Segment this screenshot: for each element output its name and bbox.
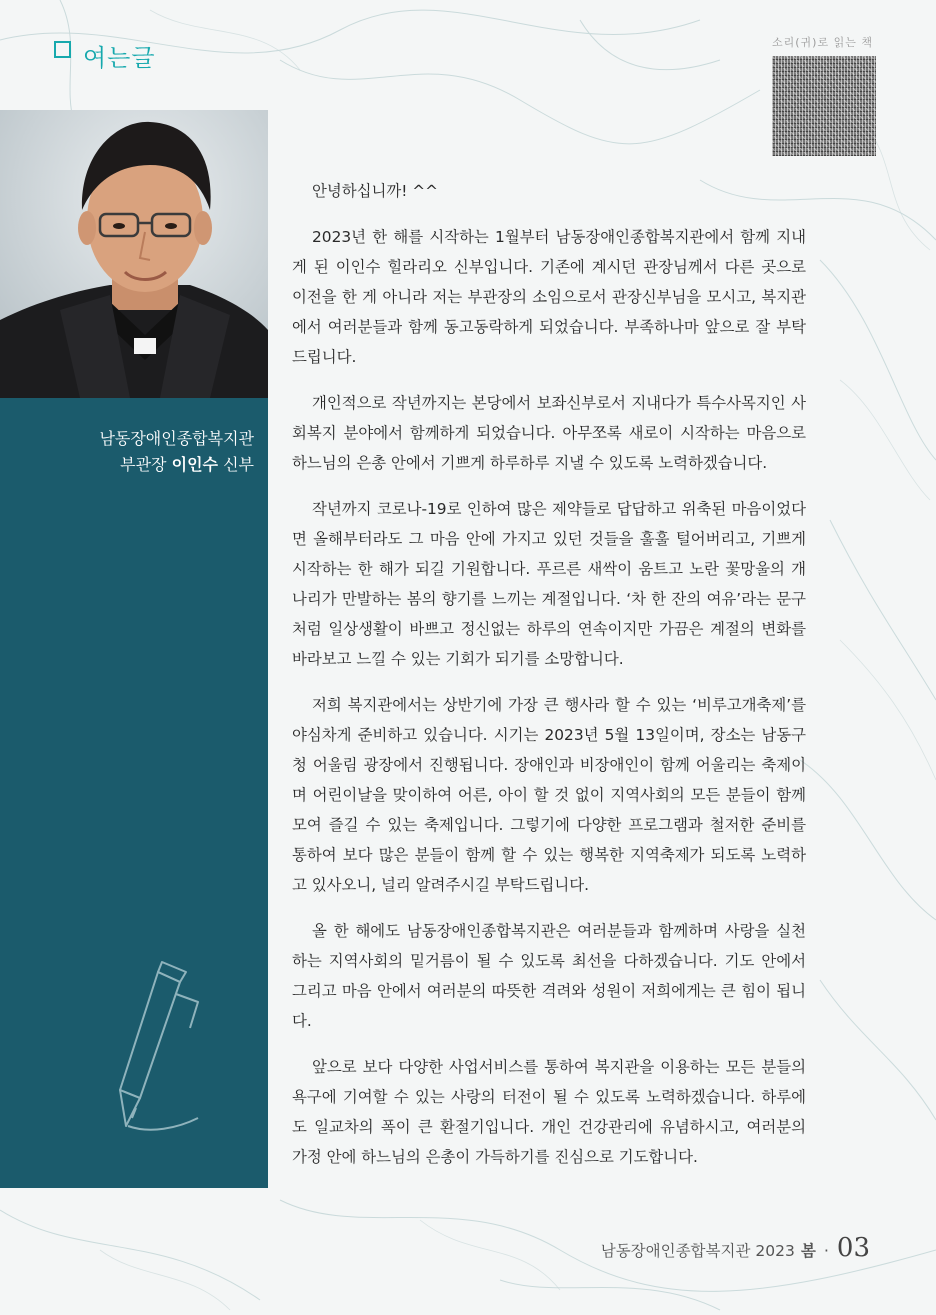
square-outline-icon [54,41,71,58]
letter-paragraph: 앞으로 보다 다양한 사업서비스를 통하여 복지관을 이용하는 모든 분들의 욕구에 기여할 수 있는 사랑의 터전이 될 수 있도록 노력하겠습니다. 하루에도 일교차의 폭이 큰 환절기입니다. 개인 건강관리에 유념하시고, 여러분의 가정 안에 하느님의 은총이 가득하기를 진심으로 기도합니다. [292,1058,806,1166]
caption-title: 신부 [223,455,254,474]
caption-name: 이인수 [171,455,218,474]
pen-icon [100,958,220,1138]
portrait-caption [99,426,254,478]
audio-code-icon [772,56,876,156]
section-tag [54,38,156,73]
footer-season: 봄 [800,1242,816,1260]
letter-paragraph: 안녕하십니까! ^^ [312,182,439,200]
portrait-photo [0,110,268,398]
letter-paragraph: 2023년 한 해를 시작하는 1월부터 남동장애인종합복지관에서 함께 지내게 된 이인수 힐라리오 신부입니다. 기존에 계시던 관장님께서 다른 곳으로 이전을 한 게 아니라 저는 부관장의 소임으로서 관장신부님을 모시고, 복지관에서 여러분들과 함께 동고동락하게 되었습니다. 부족하나마 앞으로 잘 부탁드립니다. [292,228,806,366]
letter-paragraph: 올 한 해에도 남동장애인종합복지관은 여러분들과 함께하며 사랑을 실천하는 지역사회의 밑거름이 될 수 있도록 최선을 다하겠습니다. 기도 안에서 그리고 마음 안에서 여러분의 따뜻한 격려와 성원이 저희에게는 큰 힘이 됩니다. [292,922,806,1030]
audio-book-block [772,34,876,156]
letter-body [292,176,806,1188]
footer-org-issue: 남동장애인종합복지관 2023 [600,1242,795,1260]
letter-paragraph: 작년까지 코로나-19로 인하여 많은 제약들로 답답하고 위축된 마음이었다면 올해부터라도 그 마음 안에 가지고 있던 것들을 훌훌 털어버리고, 기쁘게 시작하는 한 해가 되길 기원합니다. 푸르른 새싹이 움트고 노란 꽃망울의 개나리가 만발하는 봄의 향기를 느끼는 계절입니다. ‘차 한 잔의 여유’라는 문구처럼 일상생활이 바쁘고 정신없는 하루의 연속이지만 가끔은 계절의 변화를 바라보고 느낄 수 있는 기회가 되기를 소망합니다. [292,500,806,668]
page-number: 03 [836,1233,870,1263]
caption-org: 남동장애인종합복지관 [99,429,254,448]
section-label: 여는글 [83,44,156,72]
audio-label: 소리(귀)로 읽는 책 [772,36,873,49]
footer-separator: · [823,1241,829,1260]
page-footer [601,1233,870,1263]
caption-panel [0,398,268,1188]
letter-paragraph: 저희 복지관에서는 상반기에 가장 큰 행사라 할 수 있는 ‘비루고개축제’를 야심차게 준비하고 있습니다. 시기는 2023년 5월 13일이며, 장소는 남동구청 어울림 광장에서 진행됩니다. 장애인과 비장애인이 함께 어울리는 축제이며 어린이날을 맞이하여 어른, 아이 할 것 없이 지역사회의 모든 분들이 함께 모여 즐길 수 있는 축제입니다. 그렇기에 다양한 프로그램과 철저한 준비를 통하여 보다 많은 분들이 함께 할 수 있는 행복한 지역축제가 되도록 노력하고 있사오니, 널리 알려주시길 부탁드립니다. [292,696,806,894]
caption-role-line [99,452,254,478]
caption-role: 부관장 [120,455,167,474]
letter-paragraph: 개인적으로 작년까지는 본당에서 보좌신부로서 지내다가 특수사목지인 사회복지 분야에서 함께하게 되었습니다. 아무쪼록 새로이 시작하는 마음으로 하느님의 은총 안에서 기쁘게 하루하루 지낼 수 있도록 노력하겠습니다. [292,394,806,472]
